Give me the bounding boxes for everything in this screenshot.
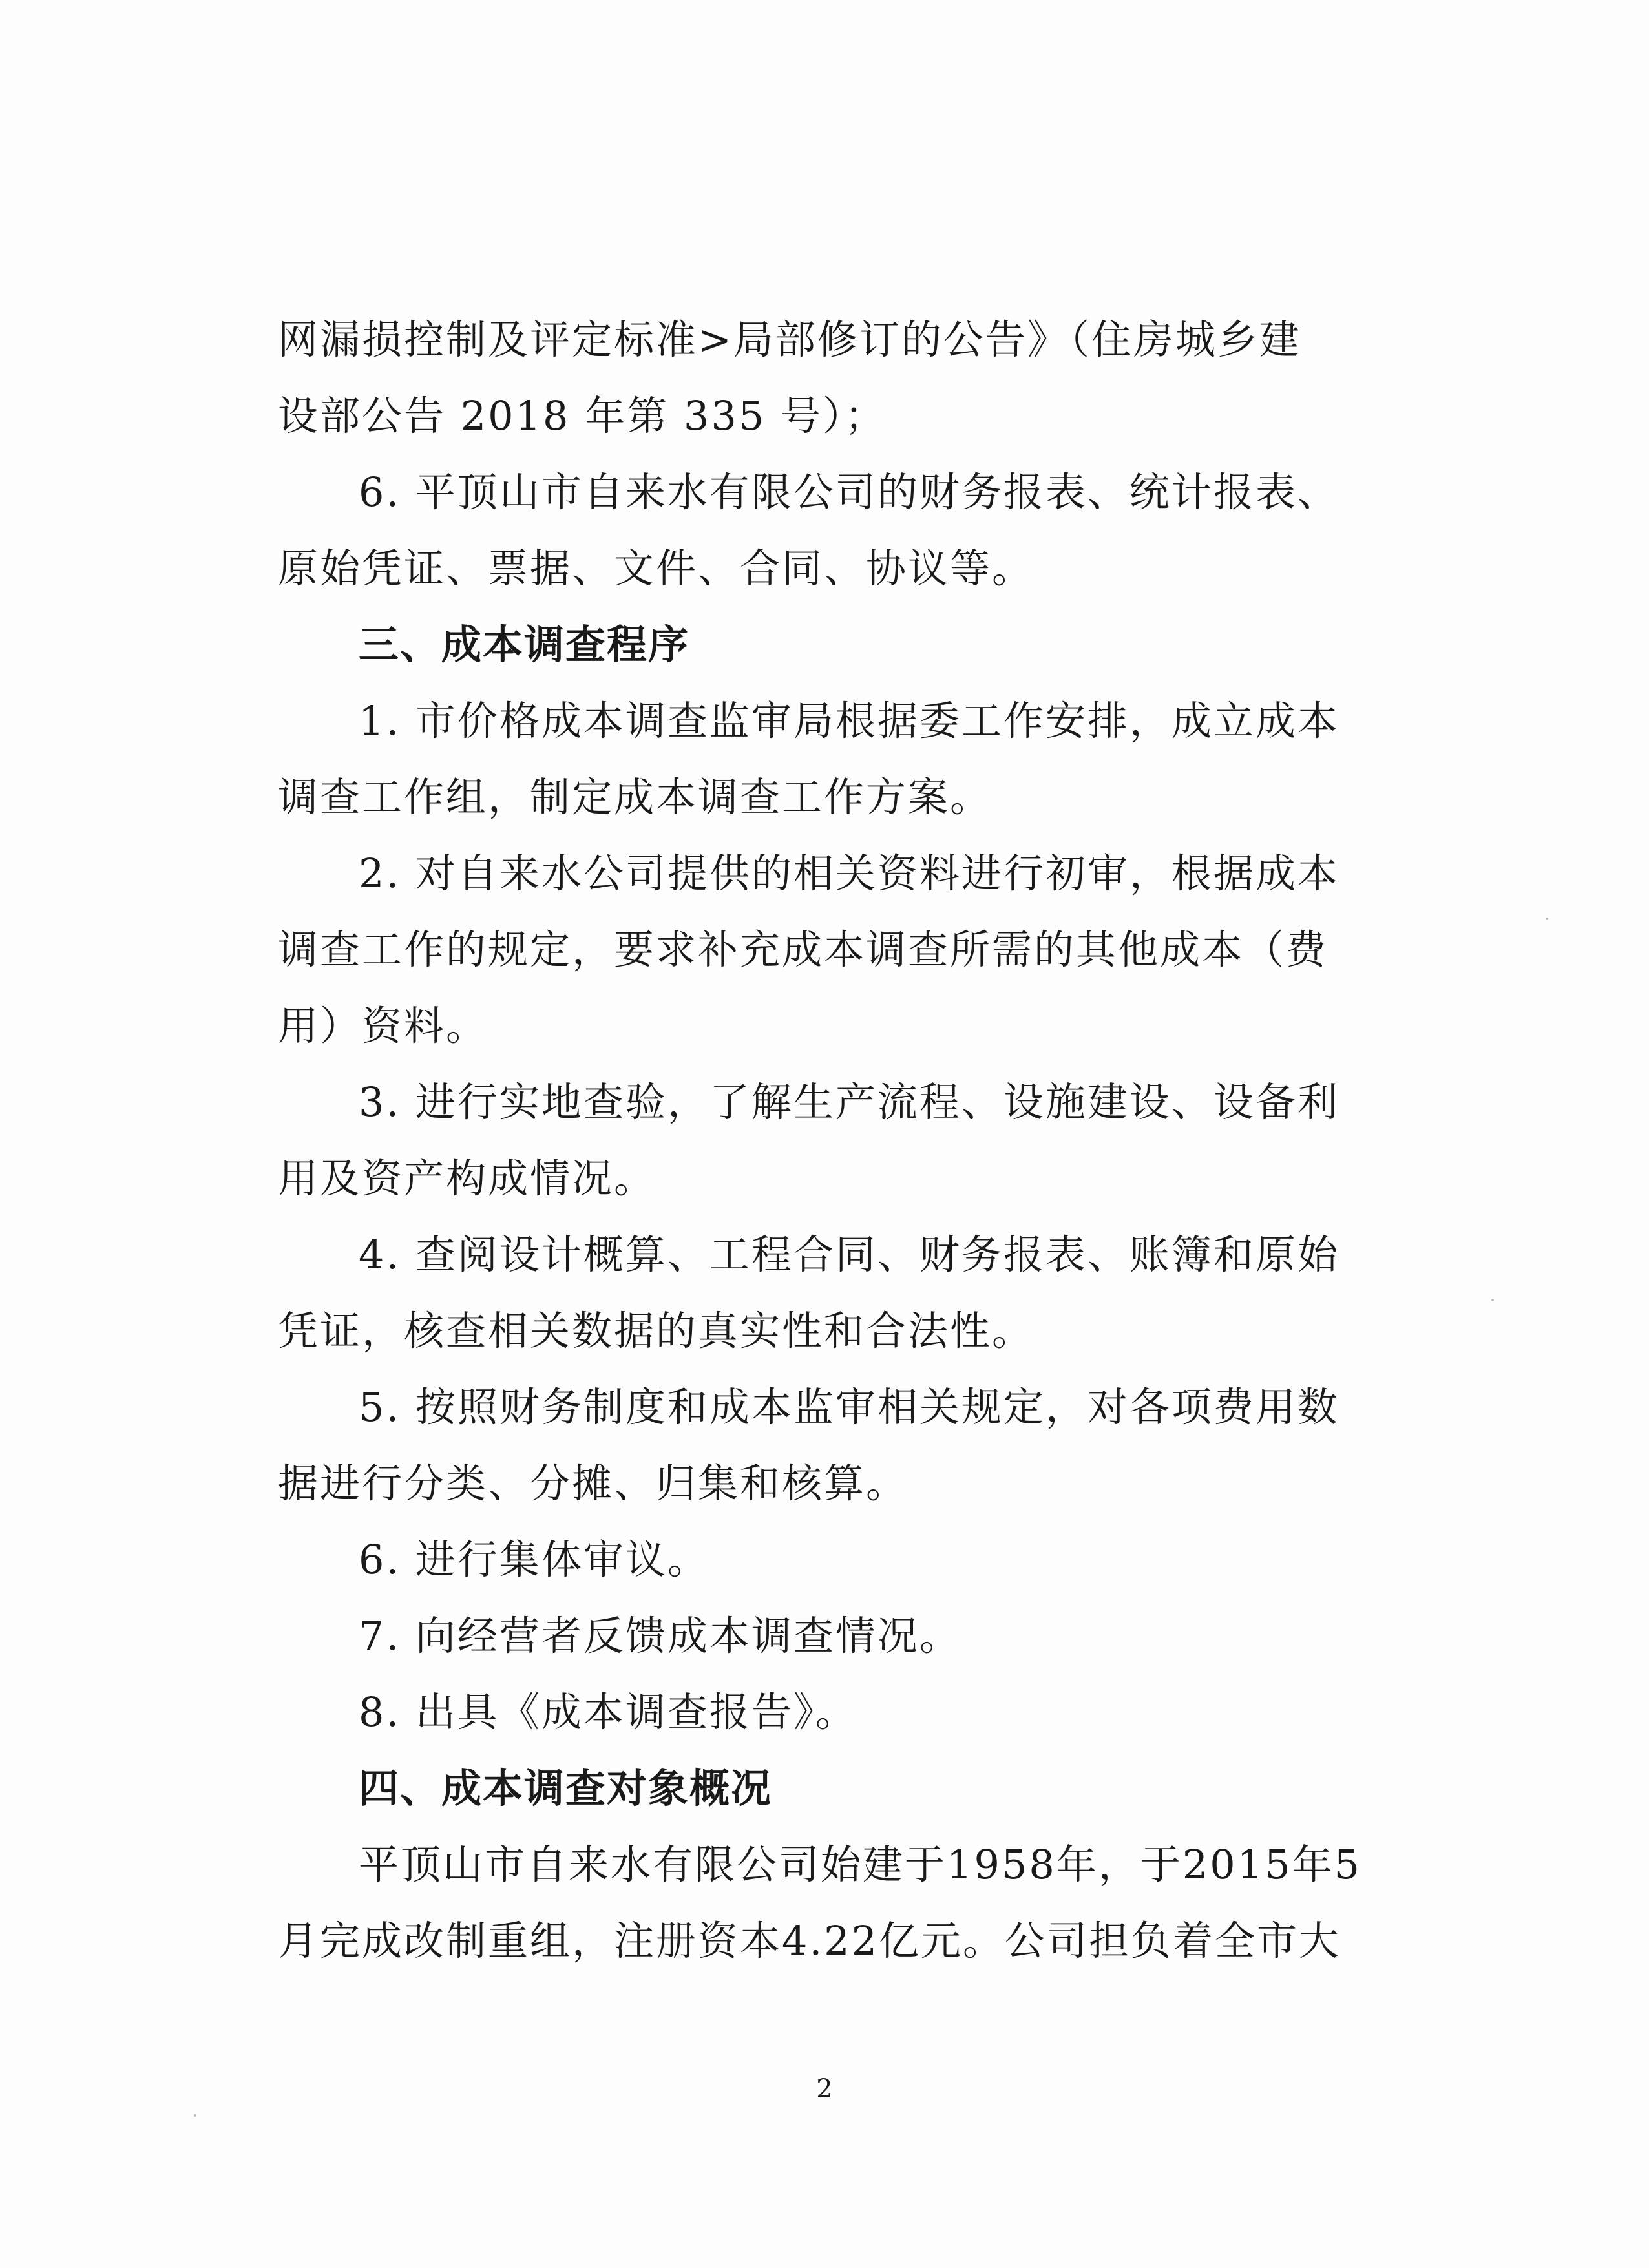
text-line: 原始凭证、票据、文件、合同、协议等。	[278, 545, 1035, 592]
text-line: 月完成改制重组，注册资本4.22亿元。公司担负着全市大	[278, 1917, 1341, 1964]
text-line: 1. 市价格成本调查监审局根据委工作安排，成立成本	[359, 697, 1339, 744]
text-line: 设部公告 2018 年第 335 号）；	[278, 392, 887, 439]
text-line: 7. 向经营者反馈成本调查情况。	[359, 1612, 961, 1659]
text-line: 调查工作的规定，要求补充成本调查所需的其他成本（费	[278, 926, 1329, 973]
text-line: 5. 按照财务制度和成本监审相关规定，对各项费用数	[359, 1383, 1339, 1431]
text-line: 3. 进行实地查验，了解生产流程、设施建设、设备利	[359, 1078, 1339, 1126]
text-line: 用）资料。	[278, 1002, 488, 1049]
text-line: 6. 平顶山市自来水有限公司的财务报表、统计报表、	[359, 468, 1339, 516]
text-line: 凭证，核查相关数据的真实性和合法性。	[278, 1307, 1035, 1354]
scan-speck	[194, 2114, 196, 2117]
text-line: 6. 进行集体审议。	[359, 1536, 709, 1583]
scan-speck	[1491, 1299, 1494, 1301]
text-line: 8. 出具《成本调查报告》。	[359, 1688, 857, 1736]
text-line: 据进行分类、分摊、归集和核算。	[278, 1460, 909, 1507]
scan-speck	[1546, 918, 1548, 920]
text-line: 网漏损控制及评定标准>局部修订的公告》（住房城乡建	[278, 316, 1301, 363]
text-line: 调查工作组，制定成本调查工作方案。	[278, 773, 993, 821]
section-heading: 三、成本调查程序	[359, 621, 690, 668]
text-line: 用及资产构成情况。	[278, 1155, 656, 1202]
section-heading: 四、成本调查对象概况	[359, 1765, 773, 1812]
page-number: 2	[816, 2074, 833, 2104]
text-line: 2. 对自来水公司提供的相关资料进行初审，根据成本	[359, 850, 1339, 897]
text-line: 4. 查阅设计概算、工程合同、财务报表、账簿和原始	[359, 1231, 1339, 1278]
text-line: 平顶山市自来水有限公司始建于1958年，于2015年5	[359, 1841, 1362, 1888]
